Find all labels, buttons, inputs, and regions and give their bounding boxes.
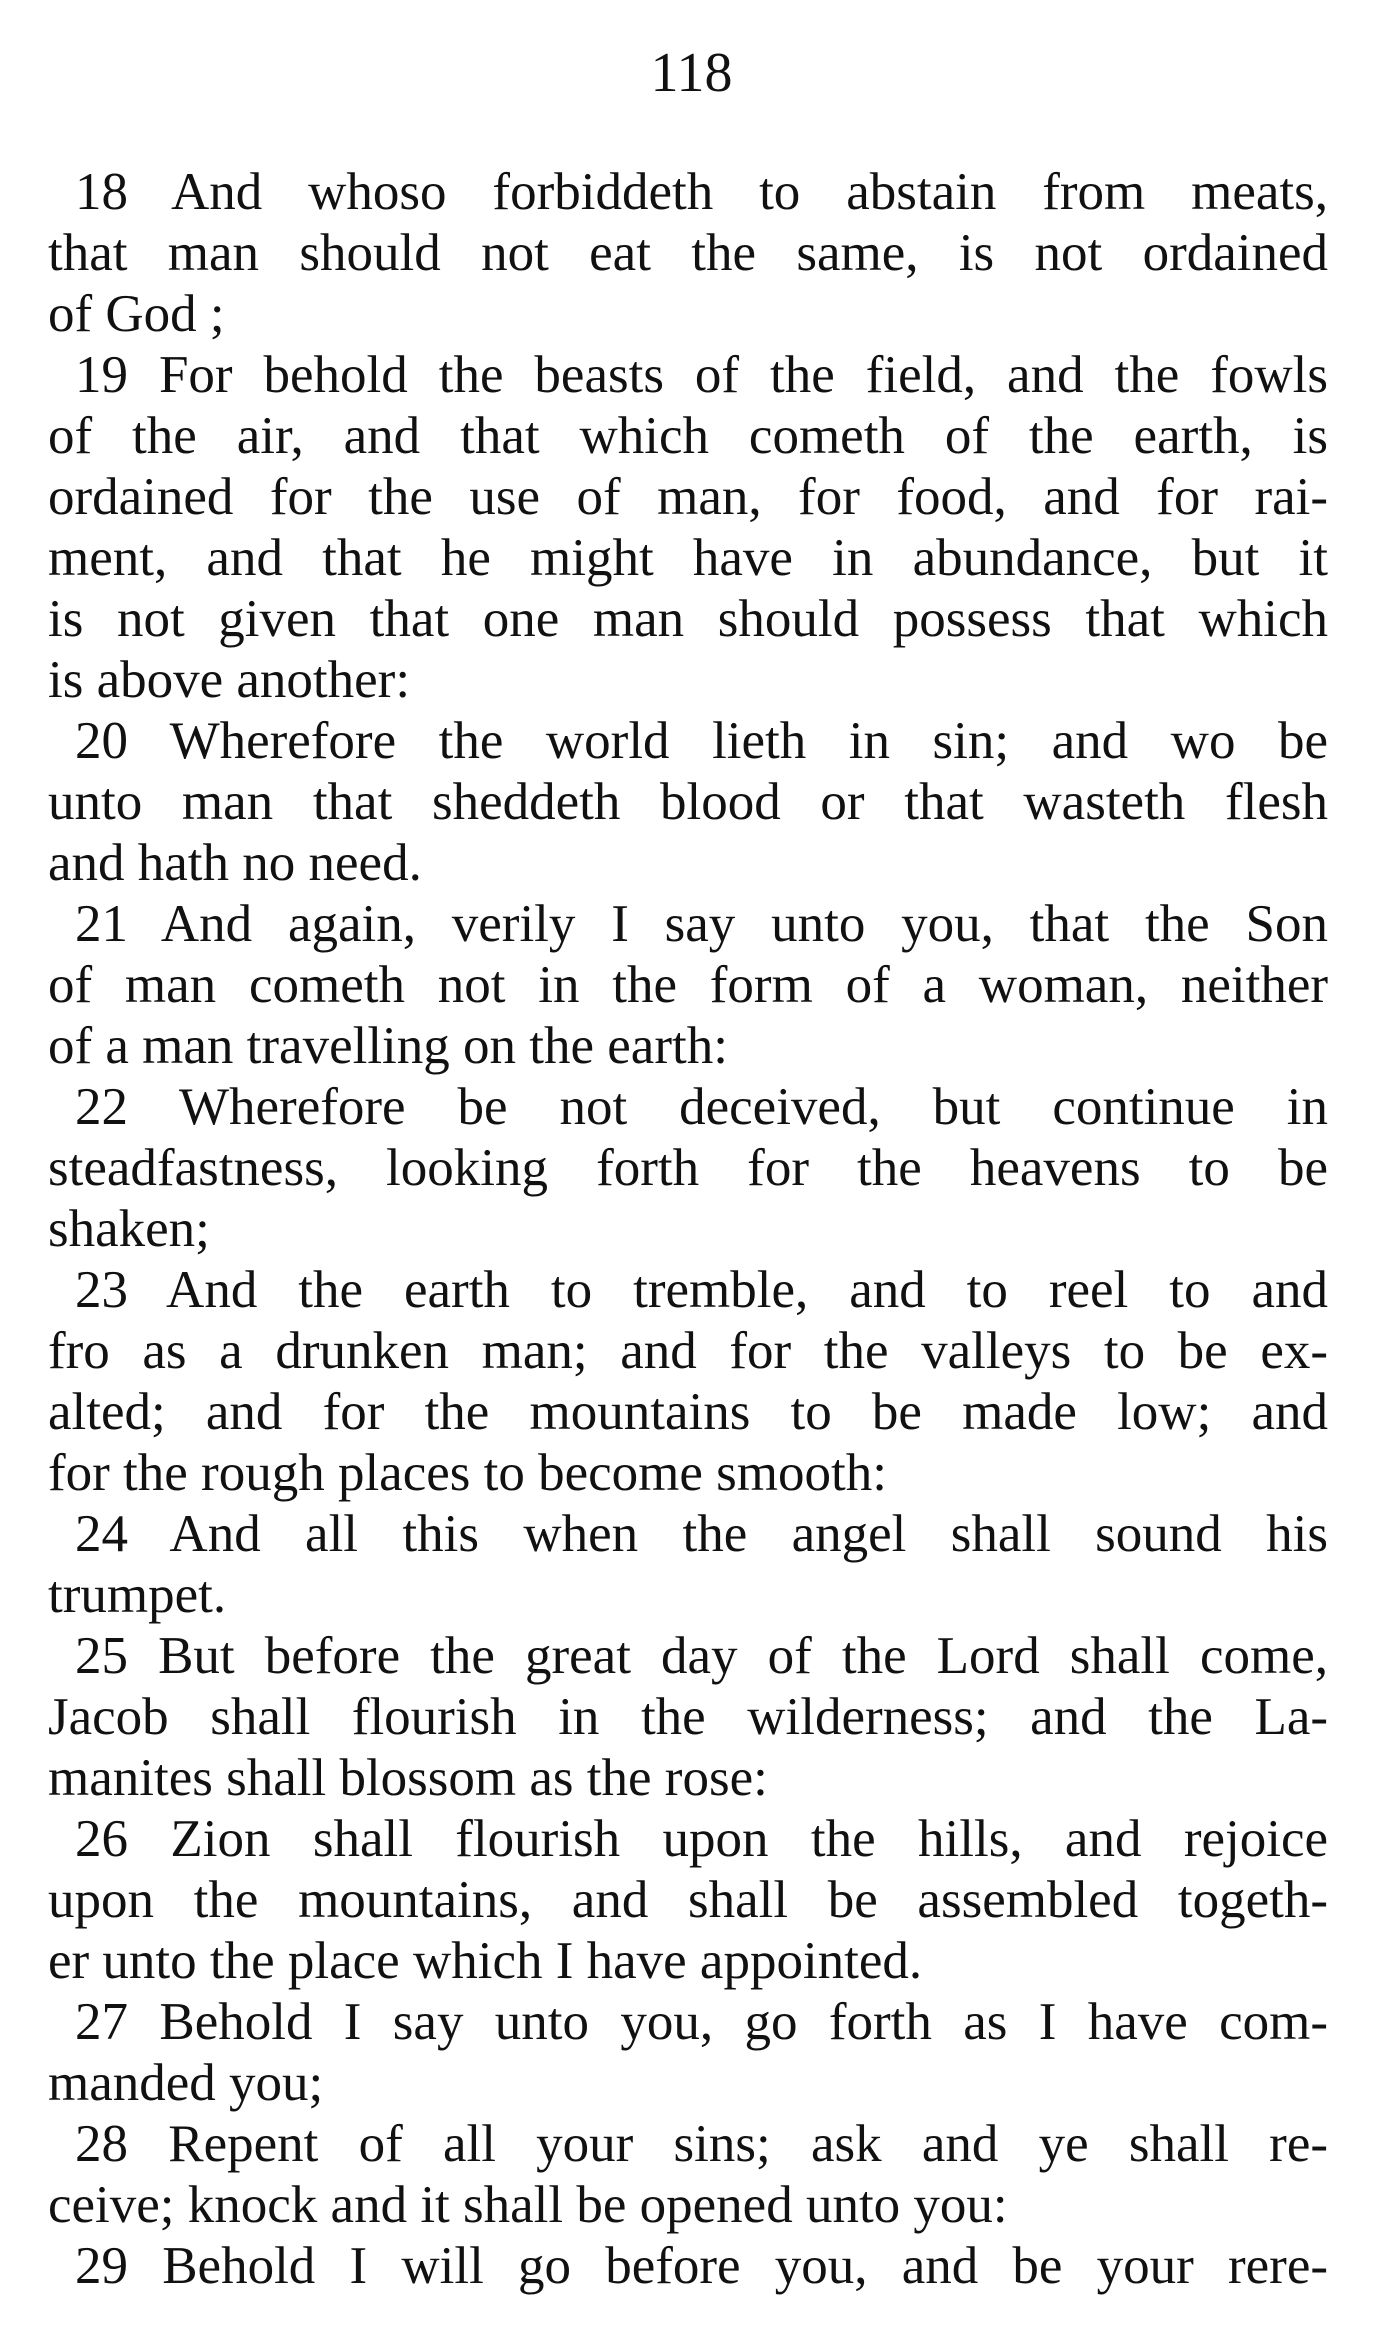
page-number: 118	[650, 42, 733, 104]
text-line: 24 And all this when the angel shall sound his	[75, 1505, 1328, 1563]
text-line: that man should not eat the same, is not ordained	[48, 224, 1328, 282]
text-line: trumpet.	[48, 1566, 227, 1624]
text-line: of God ;	[48, 285, 225, 343]
text-line: and hath no need.	[48, 834, 422, 892]
text-line: of a man travelling on the earth:	[48, 1017, 728, 1075]
text-line: 28 Repent of all your sins; ask and ye shall re-	[75, 2115, 1328, 2173]
text-line: Jacob shall flourish in the wilderness; and the La-	[48, 1688, 1328, 1746]
text-line: 21 And again, verily I say unto you, that the Son	[75, 895, 1328, 953]
text-line: shaken;	[48, 1200, 210, 1258]
text-line: is not given that one man should possess that which	[48, 590, 1328, 648]
text-line: ordained for the use of man, for food, and for rai-	[48, 468, 1328, 526]
text-line: of man cometh not in the form of a woman, neither	[48, 956, 1328, 1014]
text-line: 20 Wherefore the world lieth in sin; and wo be	[75, 712, 1328, 770]
text-line: unto man that sheddeth blood or that wasteth flesh	[48, 773, 1328, 831]
text-line: manded you;	[48, 2054, 324, 2112]
text-line: 23 And the earth to tremble, and to reel to and	[75, 1261, 1328, 1319]
text-line: 19 For behold the beasts of the field, and the fowls	[75, 346, 1328, 404]
text-line: 27 Behold I say unto you, go forth as I have com-	[75, 1993, 1328, 2051]
verse-text-block	[48, 162, 1328, 2297]
text-line: of the air, and that which cometh of the earth, is	[48, 407, 1328, 465]
text-line: 29 Behold I will go before you, and be your rere-	[75, 2237, 1328, 2295]
text-line: 22 Wherefore be not deceived, but continue in	[75, 1078, 1328, 1136]
text-line: ceive; knock and it shall be opened unto you:	[48, 2176, 1008, 2234]
text-line: steadfastness, looking forth for the heavens to be	[48, 1139, 1328, 1197]
text-line: 26 Zion shall flourish upon the hills, and rejoice	[75, 1810, 1328, 1868]
text-line: for the rough places to become smooth:	[48, 1444, 887, 1502]
text-line: upon the mountains, and shall be assembled togeth-	[48, 1871, 1328, 1929]
text-line: ment, and that he might have in abundance, but it	[48, 529, 1328, 587]
text-line: is above another:	[48, 651, 411, 709]
text-line: 18 And whoso forbiddeth to abstain from meats,	[75, 163, 1328, 221]
text-line: fro as a drunken man; and for the valleys to be ex-	[48, 1322, 1328, 1380]
text-line: er unto the place which I have appointed.	[48, 1932, 923, 1990]
text-line: 25 But before the great day of the Lord shall come,	[75, 1627, 1328, 1685]
text-line: alted; and for the mountains to be made low; and	[48, 1383, 1328, 1441]
text-line: manites shall blossom as the rose:	[48, 1749, 768, 1807]
